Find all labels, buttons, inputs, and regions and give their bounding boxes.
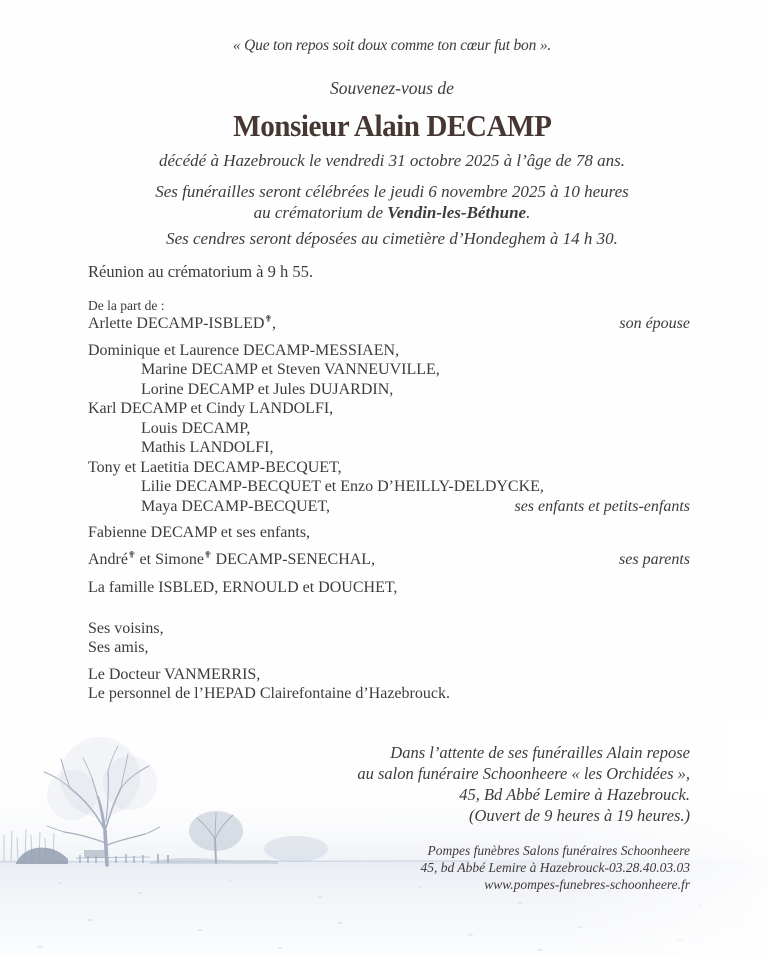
friends-text: Ses amis, bbox=[88, 639, 149, 656]
child-name: Maya DECAMP-BECQUET, bbox=[141, 497, 331, 515]
parent-name-1: André bbox=[88, 550, 128, 568]
spouse-name bbox=[88, 314, 276, 334]
spouse-relation: son épouse bbox=[619, 315, 690, 332]
fabienne-row bbox=[88, 523, 690, 543]
epitaph-quote: « Que ton repos soit doux comme ton cœur fut bon ». bbox=[232, 37, 552, 54]
repose-line-1: Dans l’attente de ses funérailles Alain repose bbox=[390, 742, 690, 762]
funeral-home-address: 45, bd Abbé Lemire à Hazebrouck-03.28.40.03.03 bbox=[420, 859, 690, 875]
doctor-row bbox=[88, 665, 690, 685]
deceased-cross-icon: ✟ bbox=[203, 550, 212, 561]
deceased-cross-icon: ✟ bbox=[127, 550, 136, 561]
child-row bbox=[88, 477, 690, 497]
child-name: Karl DECAMP et Cindy LANDOLFI, bbox=[88, 400, 334, 417]
family-list bbox=[88, 262, 690, 704]
child-row bbox=[88, 380, 690, 400]
repose-line-4: (Ouvert de 9 heures à 19 heures.) bbox=[468, 805, 690, 825]
ashes-notice: Ses cendres seront déposées au cimetière d’Hondeghem à 14 h 30. bbox=[166, 229, 618, 248]
deceased-name: Monsieur Alain DECAMP bbox=[232, 108, 552, 143]
repose-line-2: au salon funéraire Schoonheere « les Orchidées », bbox=[357, 763, 690, 783]
funeral-details bbox=[16, 181, 768, 223]
child-name: Lilie DECAMP-BECQUET et Enzo D’HEILLY-DELDYCKE, bbox=[141, 478, 544, 495]
funeral-line-1: Ses funérailles seront célébrées le jeudi 6 novembre 2025 à 10 heures bbox=[155, 182, 629, 201]
parents-surname: DECAMP-SENECHAL, bbox=[211, 550, 376, 568]
extended-family-row bbox=[88, 578, 690, 598]
spouse-name-text: Arlette DECAMP-ISBLED bbox=[88, 315, 265, 332]
child-row bbox=[88, 419, 690, 439]
child-name: Mathis LANDOLFI, bbox=[141, 439, 274, 456]
spouse-row bbox=[88, 314, 690, 334]
funeral-line-2-prefix: au crématorium de bbox=[253, 203, 388, 222]
child-name: Tony et Laetitia DECAMP-BECQUET, bbox=[88, 458, 342, 476]
parents-row bbox=[88, 550, 690, 570]
fabienne-name: Fabienne DECAMP et ses enfants, bbox=[88, 524, 311, 541]
funeral-home-name: Pompes funèbres Salons funéraires Schoonheere bbox=[427, 842, 690, 858]
child-row bbox=[88, 458, 690, 478]
header-block bbox=[0, 0, 768, 249]
child-row bbox=[88, 360, 690, 380]
deceased-cross-icon: ✟ bbox=[264, 314, 272, 325]
parent-name-2: et Simone bbox=[135, 550, 204, 568]
funeral-line-2 bbox=[16, 202, 768, 223]
remembrance-intro: Souvenez-vous de bbox=[330, 78, 454, 98]
repose-notice bbox=[0, 742, 690, 826]
child-name: Louis DECAMP, bbox=[141, 419, 251, 437]
child-row bbox=[88, 341, 690, 361]
children-relation: ses enfants et petits-enfants bbox=[514, 497, 690, 515]
staff-text: Le personnel de l’HEPAD Clairefontaine d’Hazebrouck. bbox=[88, 685, 450, 702]
deceased-name-wrap bbox=[16, 99, 768, 144]
parents-relation: ses parents bbox=[619, 550, 690, 568]
death-notice: décédé à Hazebrouck le vendredi 31 octobre 2025 à l’âge de 78 ans. bbox=[159, 151, 625, 170]
staff-row bbox=[88, 684, 690, 704]
repose-line-3: 45, Bd Abbé Lemire à Hazebrouck. bbox=[459, 784, 690, 804]
child-row bbox=[88, 399, 690, 419]
friends-row bbox=[88, 638, 690, 658]
child-row bbox=[88, 497, 690, 517]
crematorium-place: Vendin-les-Béthune bbox=[387, 203, 527, 222]
neighbors-text: Ses voisins, bbox=[88, 619, 164, 637]
doctor-text: Le Docteur VANMERRIS, bbox=[88, 665, 261, 683]
meeting-notice: Réunion au crématorium à 9 h 55. bbox=[88, 262, 313, 281]
funeral-home-website: www.pompes-funebres-schoonheere.fr bbox=[484, 876, 690, 892]
from-label: De la part de : bbox=[88, 298, 165, 313]
child-name: Marine DECAMP et Steven VANNEUVILLE, bbox=[141, 361, 440, 378]
funeral-home-footer bbox=[0, 842, 690, 893]
parents-names bbox=[88, 550, 375, 570]
neighbors-row bbox=[88, 619, 690, 639]
extended-family-text: La famille ISBLED, ERNOULD et DOUCHET, bbox=[88, 579, 398, 596]
child-row bbox=[88, 438, 690, 458]
spouse-name-suffix: , bbox=[271, 315, 276, 332]
child-name: Lorine DECAMP et Jules DUJARDIN, bbox=[141, 380, 394, 398]
funeral-line-2-suffix: . bbox=[526, 203, 531, 222]
child-name: Dominique et Laurence DECAMP-MESSIAEN, bbox=[88, 341, 400, 359]
